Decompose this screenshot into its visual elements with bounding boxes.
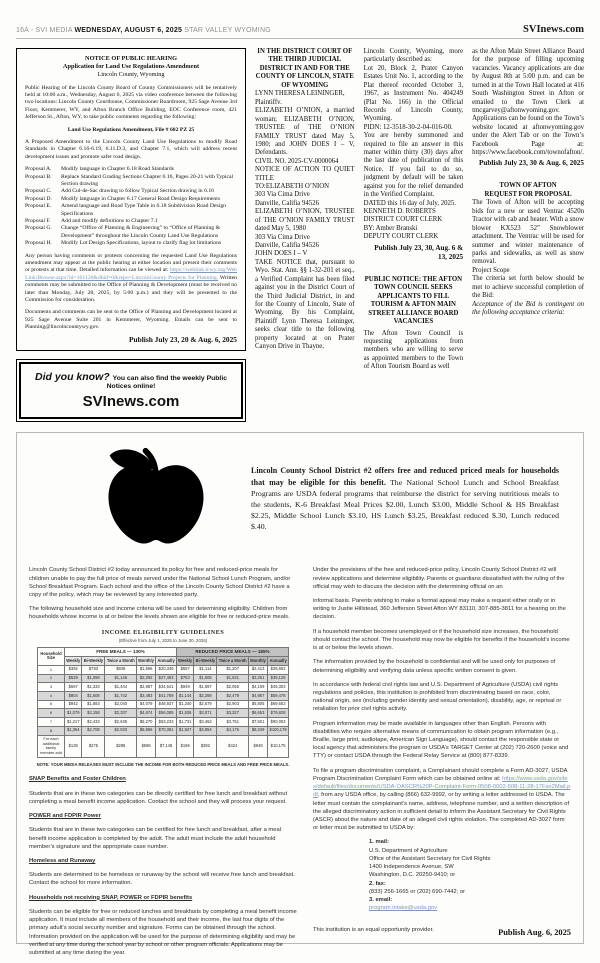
hearing-p3-pre: Any person having comments or protests concerning the requested Land Use Regulations amendment may appear at the public hearing at either location and present their comments or protests at that time. Detailed information can be viewed at: — [25, 252, 237, 274]
proposal-text: Change “Office of Planning & Engineering” to “Office of Planning & Development” throughout the Lincoln County Land Use Regulations — [61, 225, 220, 239]
table-row: For each additional family member add $138 $275 $298 $596 $7,148 $196 $392 $424 $848 $10,175 — [38, 735, 289, 757]
proposal-label: Proposal C. — [25, 188, 52, 195]
col-header: Monthly — [137, 657, 156, 666]
court-does: JOHN DOES I – V — [255, 250, 308, 258]
header-location: STAR VALLEY WYOMING — [184, 27, 271, 34]
court-continuation-paragraph: Lincoln County, Wyoming, more particularly described as: — [363, 48, 464, 64]
col-header: Twice a Month — [217, 657, 249, 666]
proposal-row — [25, 240, 237, 247]
table-header-free: FREE MEALS — 130% — [65, 647, 177, 656]
court-continuation-paragraph: You are hereby summoned and required to file an answer in this matter within thirty (30) days after the last date of publication of this Notice. If you fail to do so, judgment by default will be taken against you for the relief demanded in the Verified Complaint. — [363, 132, 464, 199]
proposal-row — [25, 188, 237, 195]
mail-address-line: Washington, D.C. 20250-9410; or — [369, 872, 456, 879]
school-banner — [29, 441, 571, 556]
policy-section-heading: POWER and FDPIR Power — [29, 813, 101, 820]
mail-address-line: Office of the Assistant Secretary for Civil Rights — [369, 855, 491, 862]
proposal-text: Modify language in Chapter 6.18 Road Standards — [61, 166, 174, 173]
hearing-publish-line: Publish July 23, 20 & Aug. 6, 2025 — [128, 334, 237, 344]
proposal-row — [25, 225, 237, 240]
hearing-title: NOTICE OF PUBLIC HEARING — [85, 55, 177, 62]
proposal-label: Proposal F. — [25, 218, 51, 225]
proposal-label: Proposal B. — [25, 173, 52, 180]
usda-email-link[interactable]: program.intake@usda.gov — [369, 905, 438, 912]
hearing-file-line: Land Use Regulations Amendment, File # 602 PZ 25 — [67, 126, 195, 133]
court-civil-no: CIVIL NO. 2025-CV-0000064 — [255, 157, 339, 165]
fax-label: 2. fax: — [369, 880, 386, 887]
court-trustee: ELIZABETH O’NION, TRUSTEE of THE O’NION FAMILY TRUST dated May 5, 1980 — [255, 208, 355, 233]
court-clerk-line: DISTRICT COURT CLERK — [363, 216, 443, 224]
policy-section-body: Students are determined to be homeless or runaway by the school will receive free lunch and breakfast. Contact the school for more information. — [29, 872, 295, 887]
policy-sections — [29, 775, 297, 957]
court-notice-title: NOTICE OF ACTION TO QUIET TITLE — [255, 166, 355, 182]
table-row: 3 $667 $1,333 $1,444 $2,887 $34,641 $949 $1,897 $2,055 $4,109 $49,303 — [38, 683, 289, 692]
policy-right-paragraph: Program information may be made available in languages other than English. Persons with disabilities who require alternative means of communication to obtain program information (e.g., Braille, large print, audiotape, American Sign Language), should contact the responsible state or local agency that administers the program or USDA’s TARGET Center at (202) 720-2600 (voice and TTY) or contact USDA through the Federal Relay Service at (800) 877-8339. — [313, 720, 569, 760]
court-clerk-line: DEPUTY COURT CLERK — [363, 233, 439, 241]
fax-line: (833) 256-1665 or (202) 690-7442; or — [369, 888, 466, 895]
dyk-lead: Did you know? — [35, 371, 110, 384]
col-header: Bi-Weekly — [194, 657, 217, 666]
council-notice-title: PUBLIC NOTICE: THE AFTON TOWN COUNCIL SEEKS APPLICANTS TO FILL TOURISM & AFTON MAIN STREET ALLIANCE BOARD VACANCIES — [364, 275, 463, 326]
court-clerk-line: KENNETH D. ROBERTS — [363, 208, 436, 216]
apple-icon — [95, 445, 217, 552]
hearing-p3-post: Written comments may be submitted to the Office of Planning & Development (must be received no later than Monday, July 28, 2025, by 5:00 p.m.) and they will be presented to the Commission for consideration. — [25, 274, 238, 304]
proposal-text: Add Cul-de-Sac drawing to follow Typical Section drawing in 6.16 — [61, 188, 215, 195]
page-number-label: 16A - SVI MEDIA — [16, 27, 73, 34]
proposal-text: Modify Lot Design Specifications, layout to clarify flag lot limitations — [61, 240, 222, 247]
court-title: IN THE DISTRICT COURT OF THE THIRD JUDICIAL DISTRICT IN AND FOR THE COUNTY OF LINCOLN, STATE OF WYOMING — [255, 48, 354, 89]
col-header: Twice a Month — [105, 657, 137, 666]
court-to-line: TO:ELIZABETH O’NION — [255, 183, 330, 191]
policy-section-heading: Homeless and Runaway — [29, 858, 96, 865]
column-1 — [16, 48, 246, 422]
did-you-know-inner — [19, 362, 243, 419]
court-address-2: Danville, Califia 94526 — [255, 199, 319, 207]
tofile-pre: To file a program discrimination complaint, a Complainant should complete a Form AD-3027, USDA Program Discrimination Complaint Form which can be obtained online at: — [313, 767, 568, 782]
court-plaintiff-2: Plaintiffv. — [255, 98, 282, 106]
dyk-rest: You can also find the weekly Public Notices online! — [106, 375, 227, 391]
hearing-paragraph-2: A Proposed Amendment to the Lincoln County Land Use Regulations to modify Road Standards in Chapter 6.16-6.19, 6.11.D.3, and Chapter 7.1, which will address recent development issues and promote safer road design. — [25, 138, 237, 160]
rfp-paragraph-3: The criteria set forth below should be met to achieve successful completion of the Bid: — [472, 275, 584, 300]
page-header — [16, 24, 584, 39]
court-continuation-paragraph: DATED this 16 day of July, 2025. — [363, 199, 457, 207]
court-defendants: ELIZABETH O’NION, a married woman; ELIZABETH O’NION, TRUSTEE of THE O’NION FAMILY TRUST dated May 5, 1980; and JOHN DOES I – V, Defendants. — [255, 107, 355, 157]
court-address-4: Danville, Califia 94526 — [255, 242, 319, 250]
court-address-3: 303 Via Cima Drive — [255, 233, 310, 241]
weblink-url[interactable]: https://weblink.lcwy.org/WebLink/Browse.aspx?id=161128&dbid=0&repo=LincolnCounty Projects for Planning. — [25, 267, 237, 281]
court-plaintiff-1: LYNN THERESA LEININGER, — [255, 90, 345, 98]
rfp-paragraph-1: The Town of Afton will be accepting bids for a new or used Ventrac 4520n Tractor with cab and heater. With a snow blower KX523 52” Snowblower attachment. The Ventrac will be used for summer and winter maintenance of parks and sidewalks, as well as snow removal. — [472, 199, 584, 266]
court-continuation-paragraph: Lot 20, Block 2, Prater Canyon Estates Unit No. 1, according to the Plat thereof recorded October 3, 1967, as Instrument No. 404249 (Plat No. 166) in the Official Records of Lincoln County, Wyoming. — [363, 64, 464, 123]
hearing-proposals-list — [25, 166, 237, 247]
proposal-label: Proposal E. — [25, 203, 52, 210]
proposal-label: Proposal A. — [25, 166, 52, 173]
table-header-reduced: REDUCED PRICE MEALS — 185% — [176, 647, 288, 656]
proposal-row — [25, 203, 237, 218]
court-continuation — [364, 48, 464, 208]
site-name: SVInews.com — [523, 24, 584, 35]
usda-contact-block — [369, 838, 571, 912]
school-district-notice — [16, 432, 584, 956]
policy-right-paragraph: In accordance with federal civil rights law and U.S. Department of Agriculture (USDA) civil rights regulations and policies, this institution is prohibited from discriminating based on race, color, national origin, sex (including gender identity and sexual orientation), disability, age, or reprisal or retaliation for prior civil rights activity. — [313, 681, 562, 713]
court-address-1: 303 Via Cima Drive — [255, 191, 310, 199]
proposal-text: Add and modify definitions to Chapter 7.1 — [61, 218, 158, 225]
rfp-title-1: TOWN OF AFTON — [499, 182, 557, 190]
income-table-subtitle: (Effective from July 1, 2025 to June 30, 2026) — [118, 637, 208, 643]
policy-section-body: Students that are in these two categories can be directly certified for free lunch and breakfast without completing a meal benefit income application. Contact the school and they will process your request. — [29, 790, 288, 805]
policy-section-body: Students can be eligible for free or reduced lunches and breakfasts by completing a meal benefit income application. It must include all members of the household and their income, the last four digits of the primary adult’s social security number and signature. Forms can be obtained through the school. Information provided on the application will be used for the purpose of determining eligibility and may be verified at any time during the school year by school or other program officials. Applications may be submitted at any time during the year. — [29, 908, 297, 956]
mail-label: 1. mail: — [369, 839, 389, 846]
dyk-site-url[interactable]: SVInews.com — [82, 393, 180, 411]
policy-section — [29, 812, 297, 851]
hearing-paragraph-3 — [25, 253, 237, 305]
policy-right-paragraph: The information provided by the household is confidential and will be used only for purposes of determining eligibility and verifying data unless specific written consent is given. — [313, 659, 556, 674]
proposal-label: Proposal H. — [25, 240, 52, 247]
banner-text — [251, 465, 559, 532]
did-you-know-box — [16, 359, 246, 422]
hearing-paragraph-4: Documents and comments can be sent to the Office of Planning and Development located at 925 Sage Avenue Suite 201 in Kemmerer, Wyoming. Emails can be sent to Planning@lincolncountywy.gov. — [25, 309, 237, 331]
proposal-row — [25, 174, 237, 189]
proposal-row — [25, 196, 237, 203]
policy-right-paragraph: Under the provisions of the free and reduced-price policy, Lincoln County School District #2 will review applications and determine eligibility. Parents or guardians dissatisfied with the ruling of the official may wish to discuss the decision with the determining official on an — [313, 567, 565, 590]
policy-columns — [29, 566, 571, 963]
rfp-paragraph-4: Acceptance of the Bid is contingent on the following acceptance criteria: — [472, 300, 584, 316]
court-publish-line: Publish July 23, 30, Aug. 6 & 13, 2025 — [374, 243, 464, 261]
proposal-row — [25, 166, 237, 173]
policy-section — [29, 775, 297, 806]
col-header: Weekly — [65, 657, 82, 666]
proposal-label: Proposal G. — [25, 225, 52, 232]
policy-right-paragraph: informal basis. Parents wishing to make a formal appeal may make a request either orally or in writing to Justie Hillstead, 360 Jefferson Street Afton WY 83110, 307-885-3811 for a hearing on the decision. — [313, 597, 566, 621]
court-clerk-block — [364, 208, 464, 242]
table-row: 7 $1,217 $2,433 $2,635 $5,270 $63,233 $1,731 $3,462 $3,751 $7,501 $90,003 — [38, 718, 289, 727]
income-eligibility-table — [37, 647, 289, 758]
proposal-label: Proposal D. — [25, 195, 52, 202]
column-3 — [364, 48, 464, 422]
col-header: Bi-Weekly — [82, 657, 105, 666]
column-4 — [472, 48, 584, 422]
court-continuation-paragraph: PIDN: 12-3518-30-2-04-016-00. — [363, 123, 453, 131]
policy-section — [29, 857, 297, 888]
proposal-text: Modify language in Chapter 6.17 General Road Design Requirements — [61, 195, 221, 202]
rfp-title-2: REQUEST FOR PROPOSAL — [484, 190, 572, 198]
email-label: 3. email: — [369, 896, 393, 903]
policy-paragraph-2: The following household size and income criteria will be used for determining eligibility. Children from households whose income is at or below the levels shown are eligible for free or reduced-price meals. — [29, 606, 290, 621]
policy-paragraph-1: Lincoln County School District #2 today announced its policy for free and reduced-price meals for children unable to pay the full price of meals served under the National School Lunch Program, and/or School Breakfast Program. Each school and the office of the Lincoln County School District #2 have a copy of the policy, which may be reviewed by any interested party. — [29, 567, 291, 598]
tofile-post: , from any USDA office, by calling (866) 632-9992, or by writing a letter addressed to USDA. The letter must contain the complainant’s name, address, telephone number, and a written description of the alleged discriminatory action in sufficient detail to inform the Assistant Secretary for Civil Rights (ASCR) about the nature and date of an alleged civil rights violation. The completed AD-3027 form or letter must be submitted to USDA by: — [313, 792, 570, 832]
council-publish-line: Publish July 23, 30 & Aug. 6, 2025 — [478, 159, 584, 168]
mail-address-line: 1400 Independence Avenue, SW — [369, 864, 454, 871]
court-take-notice: TAKE NOTICE that, pursuant to Wyo. Stat. Ann. §§ 1-32-201 et seq., a Verified Complaint has been filed against you in the District Court of the Third Judicial District, in and for the County of Lincoln, State of Wyoming. By his Complaint, Plaintiff Lynn Theresa Leininger, seeks clear title to the following property located at on Prater Canyon Drive in Thayne, — [255, 258, 355, 351]
table-row: 5 $942 $1,883 $2,040 $4,079 $48,937 $1,340 $2,679 $2,903 $5,805 $69,653 — [38, 700, 289, 709]
table-row: 1 $392 $783 $848 $1,696 $20,345 $557 $1,114 $1,207 $2,413 $28,953 — [38, 665, 289, 674]
tofile-paragraph — [313, 767, 571, 833]
proposal-text: Replace Standard Grading Sections Chapter 6.16, Pages 20-21 with Typical Section drawing — [61, 173, 234, 187]
header-left — [16, 27, 271, 34]
council-col4-text: as the Afton Main Street Alliance Board for the purpose of filling upcoming vacancies. Vacancy applications are due by August 8th at 5:00 p.m. and can be turned in at the Town Hall located at 416 South Washington Street in Afton or emailed to the Town Clerk at tmcgarvey@aftonwyoming.gov. Applications can be found on the Town’s website located at aftonwyoming.gov under the Alert Tab or on the Town’s Facebook Page at: https://www.facebook.com/townofafton/. — [472, 48, 584, 157]
policy-right-paragraphs — [313, 566, 571, 760]
table-row: 2 $529 $1,058 $1,146 $2,292 $27,493 $753 $1,505 $1,631 $3,261 $39,128 — [38, 674, 289, 683]
table-row: 6 $1,079 $2,158 $2,337 $4,674 $56,085 $1,536 $3,071 $3,327 $6,653 $79,828 — [38, 709, 289, 718]
policy-section — [29, 894, 297, 958]
banner-lead: Lincoln County School District #2 offers free and reduced priced meals for households that may be eligible for this benefit. — [251, 466, 559, 488]
col-header: Weekly — [176, 657, 193, 666]
policy-right-column — [313, 566, 571, 963]
col-header: Annually — [156, 657, 177, 666]
top-notices-section — [16, 48, 584, 422]
equal-opportunity-line: This institution is an equal opportunity provider. — [313, 927, 434, 934]
table-note: NOTE: YOUR MEDIA RELEASES MUST INCLUDE THE INCOME FOR BOTH REDUCED PRICE MEALS AND FREE PRICE MEALS. — [36, 761, 290, 767]
policy-section-heading: SNAP Benefits and Foster Children — [29, 776, 126, 783]
hearing-paragraph-1: Public Hearing of the Lincoln County Board of County Commissioners will be tentatively held at 10:00 a.m., Wednesday, August 6, 2025 via video conference between the following two locations: Lincoln County Courthouse, Commissioner Boardroom, 925 Sage Avenue 3rd Floor, Kemmerer, WY, and Afton Branch Office Building, EOC Conference room, 421 Jefferson St., Afton, WY, to take public comments regarding the following: — [25, 84, 237, 121]
school-publish-line: Publish Aug. 6, 2025 — [498, 928, 571, 938]
income-table-title: INCOME ELIGIBILITY GUIDELINES — [101, 628, 225, 636]
table-header-household: Household Size — [38, 647, 65, 665]
usda-complaint-form-link[interactable]: https://www.usda.gov/sites/default/files/documents/USDA-OASCR%20P-Complaint-Form-0508-0002-508-11-28-17Fax2Mail.pdf — [313, 775, 571, 799]
mail-address-line: U.S. Department of Agriculture — [369, 847, 448, 854]
court-clerk-line: BY: Amber Branski — [363, 224, 418, 232]
mail-address — [369, 847, 571, 880]
col-header: Monthly — [249, 657, 268, 666]
col-header: Annually — [268, 657, 289, 666]
table-row: 4 $804 $1,608 $1,742 $3,483 $41,789 $1,144 $2,288 $2,479 $4,957 $59,478 — [38, 692, 289, 701]
proposal-text: Amend language and Road Type Table in 6.18 Subdivision Road Design Specifications — [61, 203, 227, 217]
policy-section-heading: Households not receiving SNAP, POWER or FDPIR benefits — [29, 894, 193, 901]
hearing-county-line: Lincoln County, Wyoming — [97, 71, 165, 79]
rfp-project-scope: Project Scope — [472, 266, 510, 274]
column-2-court-notice — [255, 48, 355, 422]
policy-section-body: Students that are in these two categories can be certified for free lunch and breakfast, after a meal benefit income application is completed by the adult. The adult must include the adult household member’s signature and the appropriate case number. — [29, 827, 281, 850]
newspaper-page — [0, 24, 600, 956]
policy-right-paragraph: If a household member becomes unemployed or if the household size increases, the household should contact the school. The household may now be eligible for benefits if the household’s income is at or below the levels shown. — [313, 628, 570, 652]
hearing-subtitle1: Application for Land Use Regulations Amendment — [62, 63, 200, 71]
table-body — [38, 665, 289, 757]
table-row: 8 $1,354 $2,708 $2,933 $5,866 $70,381 $1,927 $3,854 $4,175 $8,349 $100,178 — [38, 726, 289, 735]
notice-public-hearing — [16, 48, 246, 351]
header-date: WEDNESDAY, AUGUST 6, 2025 — [74, 27, 183, 34]
council-col3-text: The Afton Town Council is requesting applications from members who are willing to serve as appointed members to the Town of Afton Tourism Board as well — [363, 329, 464, 371]
banner-rest: The National School Lunch and School Breakfast Programs are USDA federal programs that reimburse the district for serving nutritious meals to the students, K-6 Breakfast Meal Prices $2.00, Lunch $3.00, Middle School & HS Breakfast $2.25, Middle School Lunch $3.10, HS Lunch $3.25, Breakfast reduced $.30, Lunch reduced $.40. — [251, 478, 560, 531]
policy-left-column — [29, 566, 297, 963]
